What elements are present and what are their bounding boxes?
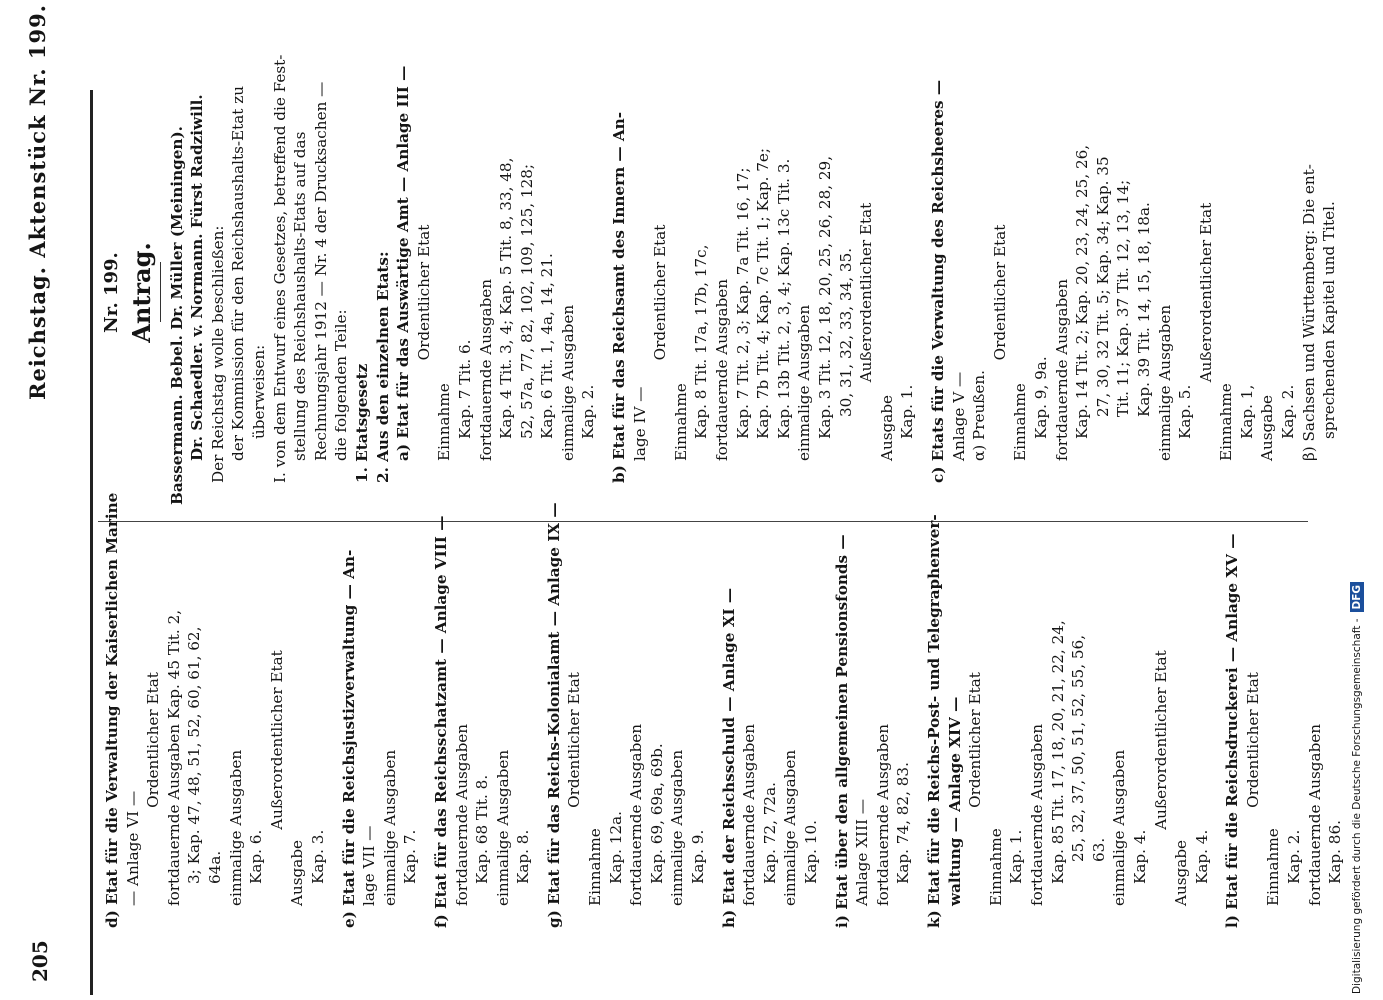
- text-line: waltung — Anlage XIV —: [945, 696, 964, 906]
- text-line: Kap. 68 Tit. 8.: [473, 774, 492, 884]
- text-line: Kap. 69, 69a, 69b.: [647, 743, 666, 884]
- etat-heading: e) Etat für die Reichsjustizverwaltung — An-: [339, 549, 358, 928]
- etat-heading: b) Etat für das Reichsamt des Innern — An-: [610, 111, 629, 483]
- text-line: Kap. 1.: [898, 384, 917, 439]
- text-line: fortdauernde Ausgaben: [476, 278, 495, 461]
- text-line: Kap. 8.: [514, 829, 533, 884]
- etat-heading: f) Etat für das Reichsschatzamt — Anlage VIII —: [431, 515, 450, 928]
- text-line: — Anlage VI —: [123, 790, 142, 906]
- text-line: einmalige Ausgaben: [1155, 304, 1174, 461]
- text-line: sprechenden Kapitel und Titel.: [1320, 201, 1339, 439]
- text-line: Kap. 9.: [689, 829, 708, 884]
- text-line: Kap. 2.: [579, 384, 598, 439]
- text-line: Kap. 12a.: [606, 811, 625, 884]
- text-line: Außerordentlicher Etat: [857, 202, 876, 383]
- text-line: Außerordentlicher Etat: [1151, 650, 1170, 830]
- movers-line: Dr. Schaedler. v. Normann. Fürst Radziwill.: [188, 94, 207, 461]
- text-line: 52, 57a, 77, 82, 102, 109, 125, 128;: [517, 163, 536, 439]
- text-line: Kap. 7 Tit. 6.: [455, 339, 474, 439]
- text-line: Ordentlicher Etat: [990, 224, 1009, 361]
- text-line: Kap. 1,: [1237, 384, 1256, 439]
- text-line: Kap. 7.: [401, 829, 420, 884]
- text-line: die folgenden Teile:: [332, 309, 351, 461]
- column-divider: [98, 521, 1308, 522]
- text-line: Außerordentlicher Etat: [267, 650, 286, 830]
- etat-heading: g) Etat für das Reichs-Kolonialamt — Anlage IX —: [544, 502, 563, 928]
- right-column: [102, 492, 1346, 950]
- section-heading: 1. Etatsgesetz: [352, 363, 371, 483]
- text-line: fortdauernde Ausgaben: [452, 723, 471, 906]
- text-line: α) Preußen.: [970, 370, 989, 461]
- text-line: einmalige Ausgaben: [493, 749, 512, 906]
- text-line: Einnahme: [1217, 383, 1236, 461]
- text-line: 63.: [1089, 837, 1108, 862]
- etat-heading: l) Etat für die Reichsdruckerei — Anlage XV —: [1223, 533, 1242, 928]
- document-number: Nr. 199.: [101, 252, 122, 333]
- text-line: Ausgabe: [1258, 394, 1277, 461]
- text-line: Kap. 3 Tit. 12, 18, 20, 25, 26, 28, 29,: [816, 155, 834, 439]
- text-line: Kap. 85 Tit. 17, 18, 20, 21, 22, 24,: [1048, 620, 1067, 884]
- etat-heading: k) Etat für die Reichs-Post- und Telegraphenver-: [924, 514, 943, 928]
- text-line: Kap. 2.: [1279, 384, 1298, 439]
- etat-heading: c) Etats für die Verwaltung des Reichsheeres —: [928, 79, 947, 483]
- credit-text: Digitalisierung gefördert durch die Deutsche Forschungsgemeinschaft -: [1351, 618, 1363, 994]
- text-line: Kap. 1.: [1007, 829, 1026, 884]
- intro-line: überweisen:: [249, 344, 268, 439]
- text-line: Rechnungsjahr 1912 — Nr. 4 der Drucksachen —: [311, 81, 330, 461]
- text-line: Einnahme: [435, 383, 454, 461]
- text-line: Kap. 39 Tit. 14, 15, 18, 18a.: [1134, 202, 1153, 417]
- text-line: Kap. 7b Tit. 4; Kap. 7c Tit. 1; Kap. 7e;: [754, 147, 773, 439]
- text-line: fortdauernde Ausgaben: [873, 723, 892, 906]
- text-line: Kap. 4.: [1192, 829, 1211, 884]
- text-line: Kap. 4 Tit. 3, 4; Kap. 5 Tit. 8, 33, 48,: [497, 157, 516, 439]
- text-line: Kap. 6 Tit. 1, 4a, 14, 21.: [538, 253, 557, 439]
- text-line: fortdauernde Ausgaben: [1052, 278, 1071, 461]
- text-line: Kap. 72, 72a.: [760, 782, 779, 884]
- text-line: lage VII —: [360, 825, 379, 906]
- text-line: einmalige Ausgaben: [380, 749, 399, 906]
- text-line: 25, 32, 37, 50, 51, 52, 55, 56,: [1069, 634, 1088, 862]
- text-line: Kap. 10.: [802, 820, 820, 884]
- text-line: Außerordentlicher Etat: [1196, 202, 1215, 383]
- text-line: Kap. 86.: [1326, 820, 1345, 884]
- text-line: einmalige Ausgaben: [668, 749, 687, 906]
- text-line: β) Sachsen und Württemberg: Die ent-: [1299, 164, 1318, 461]
- etat-heading: h) Etat der Reichsschuld — Anlage XI —: [719, 587, 738, 928]
- text-line: 27, 30, 32 Tit. 5; Kap. 34; Kap. 35: [1093, 156, 1112, 417]
- text-line: Ausgabe: [288, 839, 307, 906]
- text-line: 64a.: [205, 850, 224, 884]
- document-heading: Antrag.: [126, 242, 156, 343]
- text-line: Anlage V —: [949, 371, 968, 461]
- text-line: stellung des Reichshaushalts-Etats auf das: [291, 131, 310, 461]
- text-line: lage IV —: [630, 386, 649, 461]
- text-line: fortdauernde Ausgaben: [627, 723, 646, 906]
- text-line: Einnahme: [586, 828, 605, 906]
- etat-heading: d) Etat für die Verwaltung der Kaiserlichen Marine: [103, 492, 121, 928]
- text-line: einmalige Ausgaben: [226, 749, 245, 906]
- text-line: Kap. 9, 9a.: [1031, 356, 1050, 439]
- etat-heading: a) Etat für das Auswärtige Amt — Anlage III —: [394, 65, 413, 461]
- text-line: Ordentlicher Etat: [414, 224, 433, 361]
- text-line: Kap. 4.: [1130, 829, 1149, 884]
- page-number: 205: [28, 940, 52, 982]
- text-line: Ordentlicher Etat: [565, 672, 584, 808]
- text-line: einmalige Ausgaben: [558, 304, 577, 461]
- running-title: Reichstag. Aktenstück Nr. 199.: [25, 4, 50, 400]
- text-line: Kap. 74, 82, 83.: [894, 762, 913, 884]
- text-line: fortdauernde Ausgaben: [1305, 723, 1324, 906]
- text-line: Kap. 6.: [247, 829, 266, 884]
- movers-line: Bassermann. Bebel. Dr. Müller (Meiningen).: [167, 126, 186, 505]
- etat-heading: i) Etat über den allgemeinen Pensionsfonds —: [832, 534, 851, 928]
- text-line: Kap. 7 Tit. 2, 3; Kap. 7a Tit. 16, 17;: [733, 167, 752, 439]
- section-heading: 2. Aus den einzelnen Etats:: [373, 251, 392, 483]
- text-line: fortdauernde Ausgaben: [1027, 723, 1046, 906]
- text-line: einmalige Ausgaben: [781, 749, 800, 906]
- text-line: Kap. 2.: [1285, 829, 1304, 884]
- text-line: Tit. 11; Kap. 37 Tit. 12, 13, 14;: [1114, 179, 1133, 417]
- text-line: Kap. 3.: [308, 829, 327, 884]
- digitization-credit: [1350, 582, 1364, 994]
- text-line: Ordentlicher Etat: [144, 672, 163, 808]
- text-line: I. von dem Entwurf eines Gesetzes, betreffend die Fest-: [270, 54, 289, 483]
- text-line: 30, 31, 32, 33, 34, 35.: [836, 247, 855, 417]
- text-line: Kap. 5.: [1176, 384, 1195, 439]
- text-line: Kap. 13b Tit. 2, 3, 4; Kap. 13c Tit. 3.: [774, 158, 793, 439]
- text-line: Kap. 8 Tit. 17a, 17b, 17c,: [692, 244, 711, 439]
- text-line: einmalige Ausgaben: [795, 304, 814, 461]
- text-line: Kap. 14 Tit. 2; Kap. 20, 23, 24, 25, 26,: [1073, 144, 1092, 439]
- header-rule: [90, 90, 93, 995]
- text-line: Ordentlicher Etat: [651, 224, 670, 361]
- text-line: Einnahme: [986, 828, 1005, 906]
- text-line: Einnahme: [671, 383, 690, 461]
- left-column: [101, 54, 1340, 505]
- text-line: 3; Kap. 47, 48, 51, 52, 60, 61, 62,: [185, 626, 204, 884]
- text-line: fortdauernde Ausgaben: [740, 723, 759, 906]
- text-line: Ordentlicher Etat: [966, 672, 985, 808]
- text-line: Ordentlicher Etat: [1243, 672, 1262, 808]
- heading-rule: [160, 263, 161, 323]
- text-line: Einnahme: [1264, 828, 1283, 906]
- text-line: Ausgabe: [1172, 839, 1191, 906]
- intro-line: Der Reichstag wolle beschließen:: [208, 225, 227, 483]
- intro-line: der Kommission für den Reichshaushalts-Etat zu: [229, 85, 248, 461]
- text-line: Ausgabe: [877, 394, 896, 461]
- text-line: Anlage XIII —: [853, 798, 872, 906]
- dfg-logo: DFG: [1350, 582, 1364, 613]
- text-line: Einnahme: [1011, 383, 1030, 461]
- page-header: [0, 0, 110, 1000]
- text-line: fortdauernde Ausgaben: [713, 278, 732, 461]
- text-line: einmalige Ausgaben: [1110, 749, 1129, 906]
- text-line: fortdauernde Ausgaben Kap. 45 Tit. 2,: [164, 609, 183, 906]
